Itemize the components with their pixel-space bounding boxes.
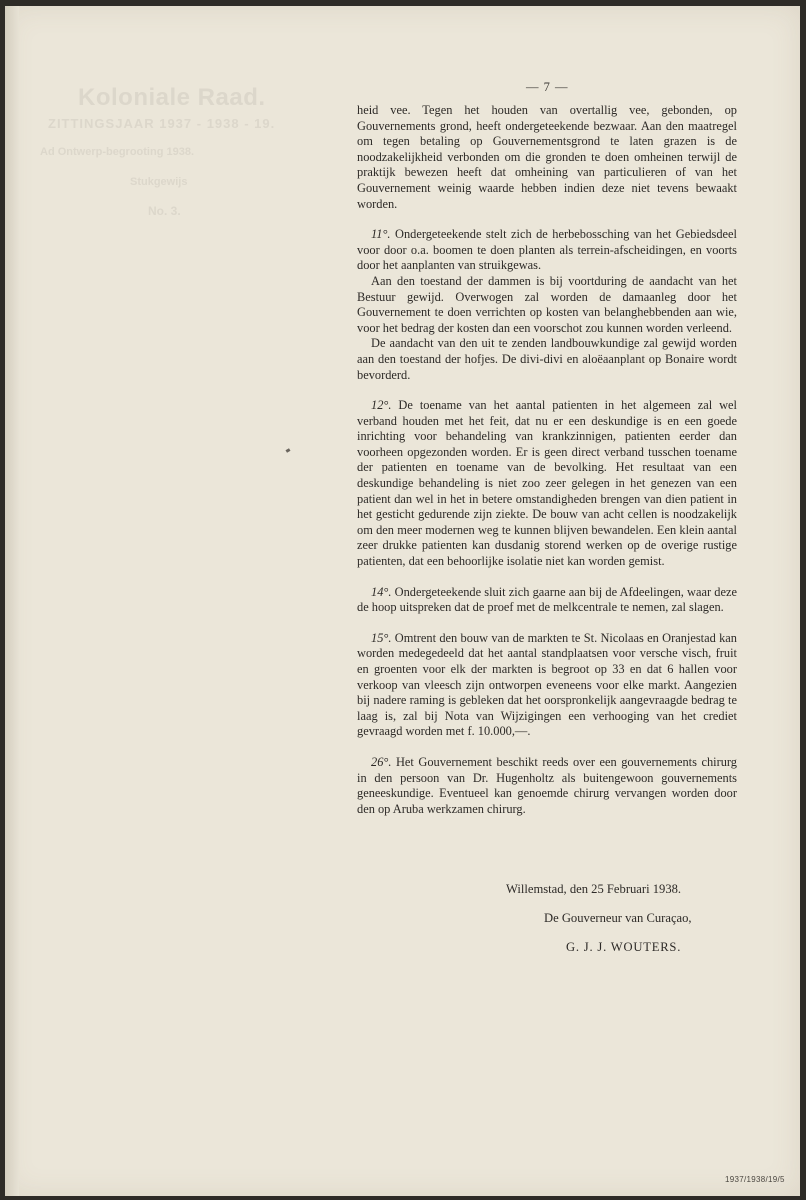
- paragraph-12-patients: 12°. De toename van het aantal patienten in het algemeen zal wel verband houden met het feit, dat nu er een deskundige is en een goede inrichting voor behandeling van krankzinnigen, patienten eerder dan voorheen opgezonden worden. Er is geen direct verband tusschen toename der patienten en toename van de bevolking. Het resultaat van een deskundige behandeling is niet zoo zeer gelegen in het genezen van een patient dan wel in het in betere omstandigheden brengen van dien patient in het gesticht gedurende zijn ziekte. De bouw van acht cellen is noodzakelijk om den meer modernen weg te kunnen blijven bewandelen. Een klein aantal zeer drukke patienten kan dusdanig storend werken op de overige rustige patienten, dat een behoorlijke isolatie niet kan worden gemist.: [357, 398, 737, 569]
- paragraph-number: 12°.: [371, 398, 392, 413]
- bleed-through-line: Stukgewijs: [130, 176, 188, 188]
- paragraph-number: 14°.: [371, 584, 392, 599]
- bleed-through-session: ZITTINGSJAAR 1937 - 1938 - 19.: [48, 116, 276, 131]
- signature-name: G. J. J. WOUTERS.: [566, 940, 682, 954]
- paragraph-26-surgeon: 26°. Het Gouvernement beschikt reeds over een gouvernements chirurg in den persoon van Dr. Hugenholtz als buitengewoon gouvernements geneeskundige. Eventueel kan genoemde chirurg vervangen worden door den op Aruba werkzamen chirurg.: [357, 754, 737, 816]
- page-binding-edge: [5, 6, 19, 1196]
- paragraph-livestock: heid vee. Tegen het houden van overtallig vee, gebonden, op Gouvernements grond, heeft ondergeteekende bezwaar. Aan den maatregel om tegen betaling op Gouvernementsgrond te laten grazen is de noodzakelijkheid verbonden om die gronden te doen omheinen terwijl de praktijk bewezen heeft dat omheining van particulieren of van het Gouvernement weinig waarde hebben indien deze niet tevens bewaakt worden.: [357, 103, 737, 211]
- place-and-date: Willemstad, den 25 Februari 1938.: [506, 882, 682, 896]
- paragraph-number: 15°.: [371, 630, 392, 645]
- paragraph-15-markets: 15°. Omtrent den bouw van de markten te St. Nicolaas en Oranjestad kan worden medegedeeld dat het aantal standplaatsen voor versche visch, fruit en groenten voor elk der markten is begroot op 33 en dat 6 hallen voor verkoop van vleesch zijn ontworpen eveneens voor elke markt. Aangezien bij nadere raming is gebleken dat het oorspronkelijk aangevraagde bedrag te laag is, zal bij Nota van Wijzigingen een verhooging van het crediet gevraagd worden met f. 10.000,—.: [357, 630, 737, 739]
- paragraph-11-afforestation: 11°. Ondergeteekende stelt zich de herbebossching van het Gebiedsdeel voor door o.a. boomen te doen planten als terrein-afscheidingen, en voorts door het aanplanten van struikgewas.: [357, 227, 737, 273]
- page-number: — 7 —: [526, 80, 569, 94]
- bleed-through-title: Koloniale Raad.: [78, 84, 266, 111]
- paragraph-agriculture: De aandacht van den uit te zenden landbouwkundige zal gewijd worden aan den toestand der hofjes. De divi-divi en aloëaanplant op Bonaire wordt bevorderd.: [357, 336, 737, 382]
- paragraph-number: 11°.: [371, 227, 391, 242]
- paragraph-14-dairy: 14°. Ondergeteekende sluit zich gaarne aan bij de Afdeelingen, waar deze de hoop uitspreken dat de proef met de melkcentrale te nemen, zal slagen.: [357, 584, 737, 615]
- archive-stamp: 1937/1938/19/5: [725, 1175, 785, 1184]
- bleed-through-line: No. 3.: [148, 204, 181, 218]
- governor-title: De Gouverneur van Curaçao,: [544, 911, 692, 925]
- paragraph-dams: Aan den toestand der dammen is bij voortduring de aandacht van het Bestuur gewijd. Overwogen zal worden de damaanleg door het Gouvernement te doen verrichten op kosten van belanghebbenden aan wie, voor het bedrag der kosten dan een voorschot zou kunnen worden verleend.: [357, 273, 737, 335]
- body-text: [357, 103, 737, 817]
- paragraph-number: 26°.: [371, 754, 392, 769]
- bleed-through-line: Ad Ontwerp-begrooting 1938.: [40, 146, 195, 158]
